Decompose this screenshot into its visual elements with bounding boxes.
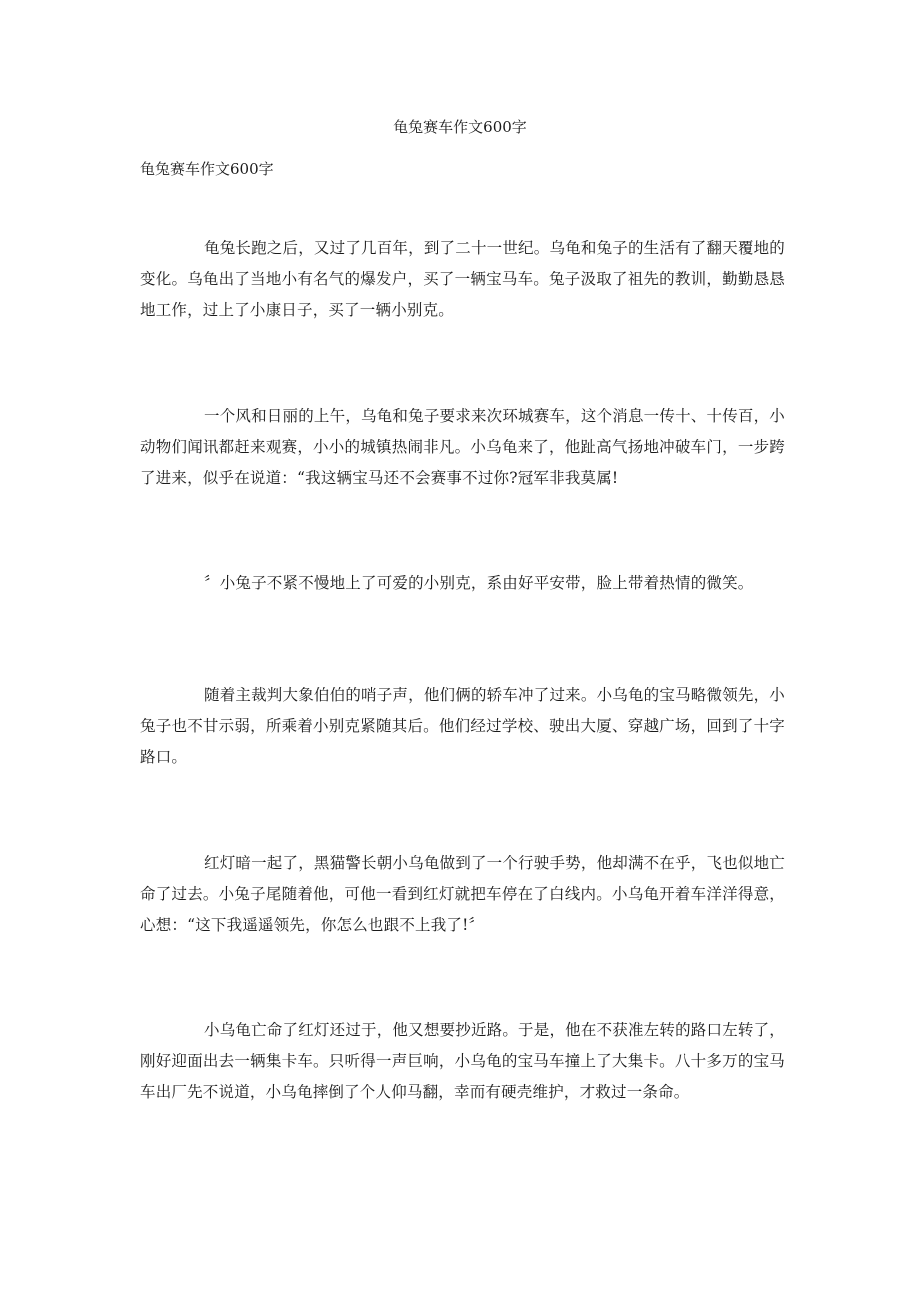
paragraph-3: 〞小兔子不紧不慢地上了可爱的小别克，系由好平安带，脸上带着热情的微笑。: [204, 574, 754, 592]
paragraph-2: 一个风和日丽的上午，乌龟和兔子要求来次环城赛车，这个消息一传十、十传百，小动物们闻讯都赶来观赛，小小的城镇热闹非凡。小乌龟来了，他趾高气扬地冲破车门，一步跨了进来，似乎在说道：“我这辆宝马还不会赛事不过你?冠军非我莫属!: [140, 407, 785, 487]
paragraph-1: 龟兔长跑之后，又过了几百年，到了二十一世纪。乌龟和兔子的生活有了翻天覆地的变化。乌龟出了当地小有名气的爆发户，买了一辆宝马车。兔子汲取了祖先的教训，勤勤恳恳地工作，过上了小康日子，买了一辆小别克。: [140, 239, 785, 319]
document-subtitle: 龟兔赛车作文600字: [140, 160, 274, 178]
paragraph-5: 红灯暗一起了，黑猫警长朝小乌龟做到了一个行驶手势，他却满不在乎，飞也似地亡命了过去。小兔子尾随着他，可他一看到红灯就把车停在了白线内。小乌龟开着车洋洋得意，心想：“这下我遥遥领先，你怎么也跟不上我了!〞: [140, 854, 785, 934]
paragraph-4: 随着主裁判大象伯伯的哨子声，他们俩的轿车冲了过来。小乌龟的宝马略微领先，小兔子也不甘示弱，所乘着小别克紧随其后。他们经过学校、驶出大厦、穿越广场，回到了十字路口。: [140, 686, 785, 766]
paragraph-6: 小乌龟亡命了红灯还过于，他又想要抄近路。于是，他在不获准左转的路口左转了，刚好迎面出去一辆集卡车。只听得一声巨响，小乌龟的宝马车撞上了大集卡。八十多万的宝马车出厂先不说道，小乌龟摔倒了个人仰马翻，幸而有硬壳维护，才救过一条命。: [140, 1021, 785, 1101]
document-title: 龟兔赛车作文600字: [393, 118, 527, 136]
